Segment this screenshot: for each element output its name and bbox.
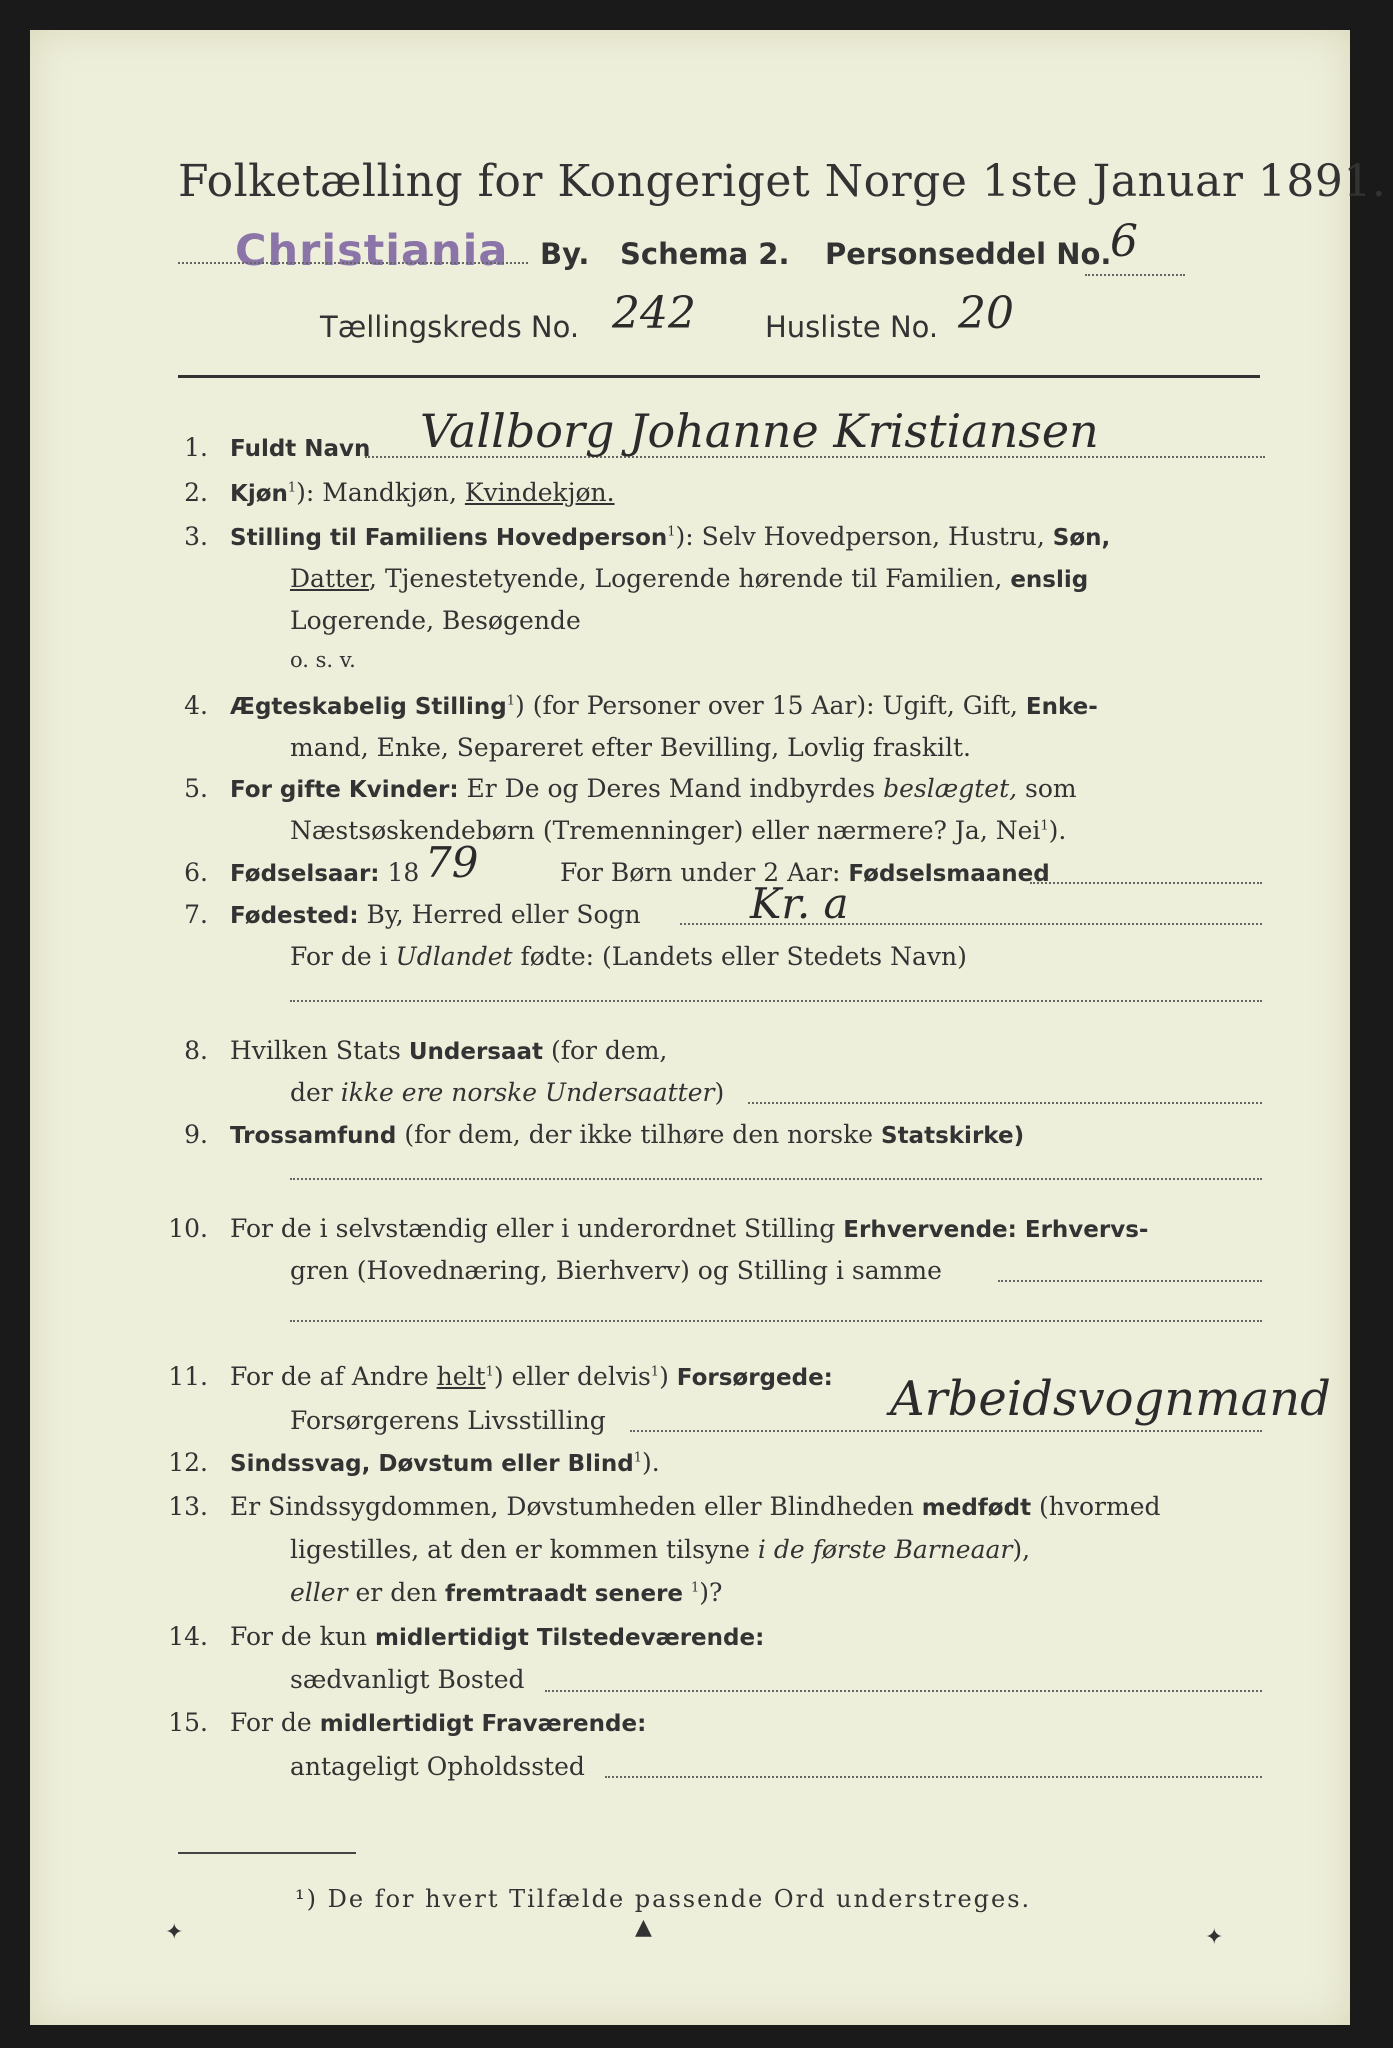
item-number: 12. [168,1448,208,1477]
husliste-label: Husliste No. [765,310,939,344]
q3-line1: Stilling til Familiens Hovedperson$^1$): Selv Hovedperson, Hustru, Søn, [230,522,1111,551]
q13-line3: eller er den fremtraadt senere $^1$)? [290,1578,723,1607]
husliste-value: 20 [958,288,1014,339]
q15-line1: For de midlertidigt Fraværende: [230,1708,647,1737]
census-form [30,30,1387,2025]
q2-line: Kjøn$^1$): Mandkjøn, Kvindekjøn. [230,478,615,507]
q11-value: Arbeidsvognmand [890,1371,1331,1427]
form-title: Folketælling for Kongeriget Norge 1ste Januar 1891. [178,156,1387,207]
q14-line1: For de kun midlertidigt Tilstedeværende: [230,1622,765,1651]
q14-line2: sædvanligt Bosted [290,1665,525,1694]
item-number: 11. [168,1362,208,1391]
item-number: 3. [184,522,208,551]
city-stamp: Christiania [235,226,509,276]
taellingskreds-label: Tællingskreds No. [320,310,580,344]
q4-line2: mand, Enke, Separeret efter Bevilling, Lovlig fraskilt. [290,733,971,762]
personseddel-dotline [1085,274,1185,276]
footnote: ¹) De for hvert Tilfælde passende Ord understreges. [295,1885,1032,1913]
q11-line2: Forsørgerens Livsstilling [290,1406,606,1435]
item-number: 9. [184,1120,208,1149]
personseddel-value: 6 [1110,216,1138,267]
q10-dotline2 [290,1320,1262,1322]
taellingskreds-value: 242 [612,288,696,339]
q11-dotline [630,1430,1262,1432]
q7-line2: For de i Udlandet fødte: (Landets eller Stedets Navn) [290,942,967,971]
item-number: 2. [184,478,208,507]
q8-line2: der ikke ere norske Undersaatter) [290,1078,725,1107]
q3-line3: Logerende, Besøgende [290,606,581,635]
q11-line1: For de af Andre helt$^1$) eller delvis$^1$) Forsørgede: [230,1362,833,1391]
q6-dotline [1030,882,1262,884]
q3-line2: Datter, Tjenestetyende, Logerende hørende til Familien, enslig [290,564,1089,593]
q10-line2: gren (Hovednæring, Bierhverv) og Stilling i samme [290,1256,942,1285]
item-number: 15. [168,1708,208,1737]
q2-answer: Kvindekjøn. [464,478,615,507]
item-number: 13. [168,1492,208,1521]
registration-mark: ✦ [165,1920,184,1945]
q6-value: 79 [425,838,479,887]
q7-line1: Fødested: By, Herred eller Sogn [230,900,641,929]
item-number: 6. [184,858,208,887]
q8-line1: Hvilken Stats Undersaat (for dem, [230,1036,668,1065]
q7-dotline2 [290,1000,1262,1002]
q13-line1: Er Sindssygdommen, Døvstumheden eller Blindheden medfødt (hvormed [230,1492,1161,1521]
q1-value: Vallborg Johanne Kristiansen [420,404,1099,458]
q5-line2: Næstsøskendebørn (Tremenninger) eller nærmere? Ja, Nei$^1$). [290,816,1067,845]
q1-label: Fuldt Navn [230,436,371,462]
q11-answer: helt [436,1362,486,1391]
city-dotline [178,262,528,264]
item-number: 8. [184,1036,208,1065]
q4-line1: Ægteskabelig Stilling$^1$) (for Personer over 15 Aar): Ugift, Gift, Enke- [230,691,1098,720]
q6-line-b: For Børn under 2 Aar: Fødselsmaaned [560,858,1050,887]
q5-line1: For gifte Kvinder: Er De og Deres Mand indbyrdes beslægtet, som [230,774,1077,803]
q9-line: Trossamfund (for dem, der ikke tilhøre den norske Statskirke) [230,1120,1025,1149]
q10-line1: For de i selvstændig eller i underordnet Stilling Erhvervende: Erhvervs- [230,1214,1149,1243]
q3-answer: Datter [290,564,370,593]
header-rule [178,375,1260,378]
q15-dotline [605,1776,1262,1778]
q13-line2: ligestilles, at den er kommen tilsyne i de første Barneaar), [290,1535,1031,1564]
item-number: 5. [184,774,208,803]
personseddel-label: Personseddel No. [825,237,1112,271]
q8-dotline [748,1102,1262,1104]
schema-label: Schema 2. [620,237,790,271]
q7-value: Kr. a [750,879,849,928]
q15-line2: antageligt Opholdssted [290,1752,585,1781]
item-number: 10. [168,1214,208,1243]
q12-line: Sindssvag, Døvstum eller Blind$^1$). [230,1448,660,1477]
footnote-rule [178,1852,356,1854]
item-number: 7. [184,900,208,929]
q14-dotline [545,1690,1262,1692]
item-number: 1. [184,433,208,462]
registration-mark: ▲ [635,1915,652,1940]
q3-line4: o. s. v. [290,648,356,672]
q6-line: Fødselsaar: 18 [230,858,420,887]
by-label: By. [540,237,590,271]
registration-mark: ✦ [1205,1925,1224,1950]
q9-dotline [290,1178,1262,1180]
q10-dotline [998,1280,1262,1282]
item-number: 4. [184,691,208,720]
item-number: 14. [168,1622,208,1651]
